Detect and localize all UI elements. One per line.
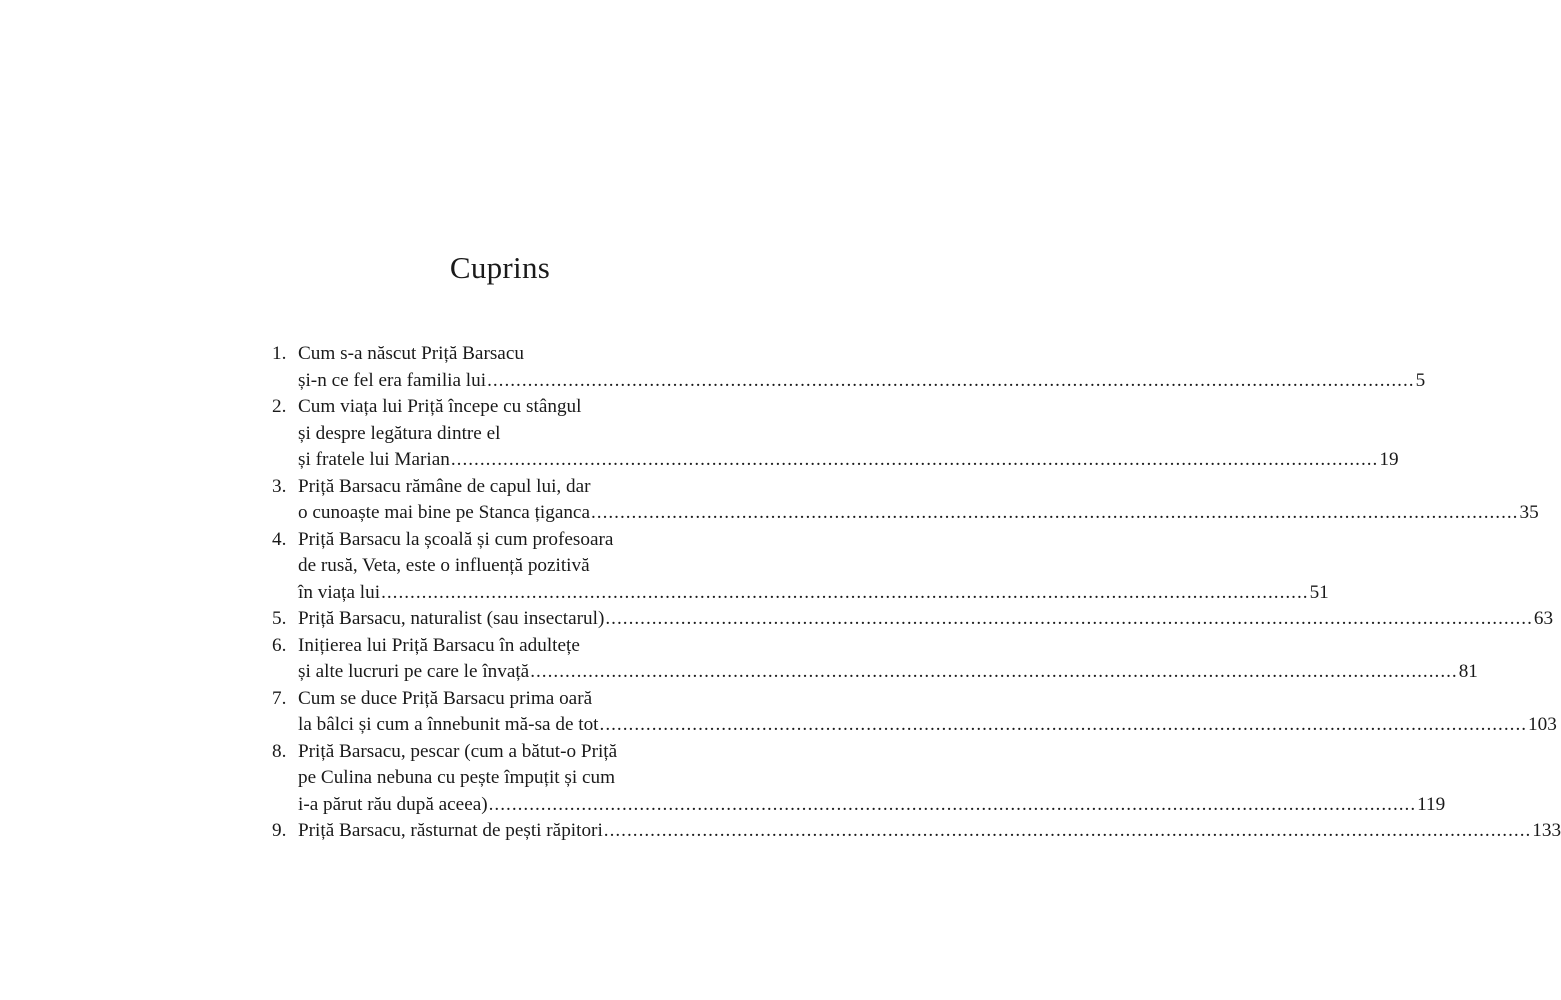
dot-leader: ................................................................................................................................................................ <box>603 820 1532 841</box>
toc-entry <box>272 633 1478 686</box>
toc-entry <box>272 527 1329 607</box>
page-number: 81 <box>1458 661 1478 682</box>
entry-text-line: și-n ce fel era familia lui <box>298 369 487 391</box>
entry-text-line: pe Culina nebuna cu pește împuțit și cum <box>298 767 616 788</box>
dot-leader: ................................................................................................................................................................ <box>590 502 1519 523</box>
entry-last-line <box>272 368 1426 395</box>
toc-entry <box>272 394 1399 474</box>
entry-text-line: Priță Barsacu rămâne de capul lui, dar <box>298 475 591 497</box>
entry-text-line: Cum s-a născut Priță Barsacu <box>298 343 524 364</box>
dot-leader: ................................................................................................................................................................ <box>487 369 1415 391</box>
dot-leader: ................................................................................................................................................................ <box>488 793 1417 815</box>
page-number: 63 <box>1533 608 1554 629</box>
page-number: 133 <box>1532 820 1561 841</box>
dot-leader: ................................................................................................................................................................ <box>450 449 1379 470</box>
entry-text-line: și despre legătura dintre el <box>298 422 501 444</box>
entry-text-line: Priță Barsacu la școală și cum profesoara <box>298 528 614 550</box>
page-title: Cuprins <box>449 250 551 285</box>
page-number: 51 <box>1309 581 1329 603</box>
entry-text-line: Priță Barsacu, pescar (cum a bătut-o Priță <box>298 740 618 762</box>
entry-last-line <box>272 792 1446 819</box>
table-of-contents <box>272 341 1561 845</box>
entry-last-line <box>272 818 1561 845</box>
entry-last-line <box>272 500 1539 527</box>
entry-text-line: Inițierea lui Priță Barsacu în adultețe <box>298 634 580 656</box>
entry-text-line: în viața lui <box>298 581 381 603</box>
entry-number: 3. <box>272 475 287 497</box>
entry-last-line <box>272 659 1478 686</box>
toc-entry <box>272 739 1446 819</box>
entry-number: 8. <box>272 740 287 762</box>
entry-last-line <box>272 606 1554 633</box>
dot-leader: ................................................................................................................................................................ <box>605 608 1533 629</box>
entry-number: 4. <box>272 528 287 550</box>
entry-last-line <box>272 580 1329 607</box>
entry-text-line: la bâlci și cum a înnebunit mă-sa de tot <box>298 714 599 735</box>
page-number: 35 <box>1519 502 1539 523</box>
page-number: 5 <box>1415 369 1426 391</box>
dot-leader: ................................................................................................................................................................ <box>381 581 1309 603</box>
entry-text-line: Priță Barsacu, naturalist (sau insectarul) <box>298 608 605 629</box>
entry-text-line: Cum viața lui Priță începe cu stângul <box>298 396 582 417</box>
toc-entry <box>272 686 1557 739</box>
entry-text-line: Cum se duce Priță Barsacu prima oară <box>298 687 593 709</box>
entry-text-line: și alte lucruri pe care le învață <box>298 661 530 682</box>
toc-entry <box>272 606 1554 633</box>
entry-text-line: și fratele lui Marian <box>298 449 450 470</box>
entry-number: 9. <box>272 820 287 841</box>
entry-number: 2. <box>272 396 287 417</box>
page-number: 119 <box>1417 793 1446 815</box>
entry-number: 6. <box>272 634 287 656</box>
toc-entry <box>272 818 1561 845</box>
entry-text-line: i-a părut rău după aceea) <box>298 793 488 815</box>
entry-number: 5. <box>272 608 287 629</box>
entry-last-line <box>272 447 1399 474</box>
entry-number: 1. <box>272 343 287 364</box>
page-number: 19 <box>1379 449 1399 470</box>
entry-last-line <box>272 712 1557 739</box>
toc-entry <box>272 474 1539 527</box>
toc-entry <box>272 341 1426 394</box>
dot-leader: ................................................................................................................................................................ <box>599 714 1528 735</box>
page-number: 103 <box>1528 714 1557 735</box>
entry-text-line: o cunoaște mai bine pe Stanca țiganca <box>298 502 590 523</box>
dot-leader: ................................................................................................................................................................ <box>530 661 1458 682</box>
entry-number: 7. <box>272 687 287 709</box>
entry-text-line: de rusă, Veta, este o influență pozitivă <box>298 555 590 576</box>
entry-text-line: Priță Barsacu, răsturnat de pești răpitori <box>298 820 603 841</box>
